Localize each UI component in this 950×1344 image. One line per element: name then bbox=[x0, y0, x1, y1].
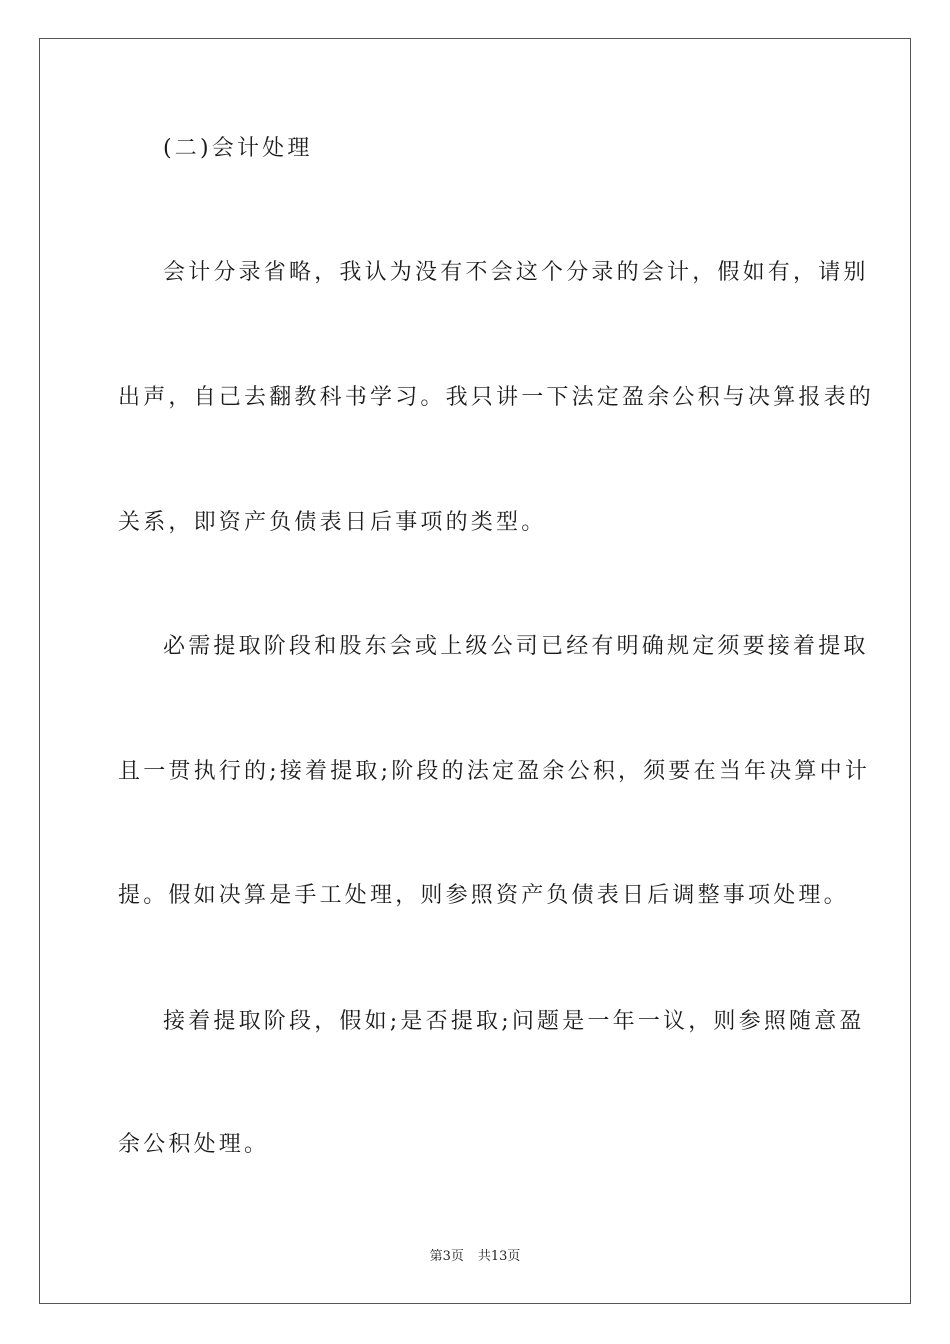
paragraph-2-line-1: 必需提取阶段和股东会或上级公司已经有明确规定须要接着提取 bbox=[163, 634, 869, 659]
section-heading: (二)会计处理 bbox=[163, 136, 313, 161]
paragraph-1-line-2: 出声，自己去翻教科书学习。我只讲一下法定盈余公积与决算报表的 bbox=[118, 385, 875, 410]
paragraph-3-line-1: 接着提取阶段，假如;是否提取;问题是一年一议，则参照随意盈 bbox=[163, 1009, 865, 1034]
page-number: 第3页 bbox=[429, 1249, 464, 1264]
paragraph-2-line-3: 提。假如决算是手工处理，则参照资产负债表日后调整事项处理。 bbox=[118, 883, 849, 908]
paragraph-1-line-3: 关系，即资产负债表日后事项的类型。 bbox=[118, 510, 547, 535]
page-total: 共13页 bbox=[477, 1249, 521, 1264]
paragraph-1-line-1: 会计分录省略，我认为没有不会这个分录的会计，假如有，请别 bbox=[163, 260, 869, 285]
paragraph-3-line-2: 余公积处理。 bbox=[118, 1132, 270, 1157]
paragraph-2-line-2: 且一贯执行的;接着提取;阶段的法定盈余公积，须要在当年决算中计 bbox=[118, 759, 871, 784]
page-footer bbox=[0, 1248, 950, 1266]
page-border bbox=[39, 38, 911, 1304]
